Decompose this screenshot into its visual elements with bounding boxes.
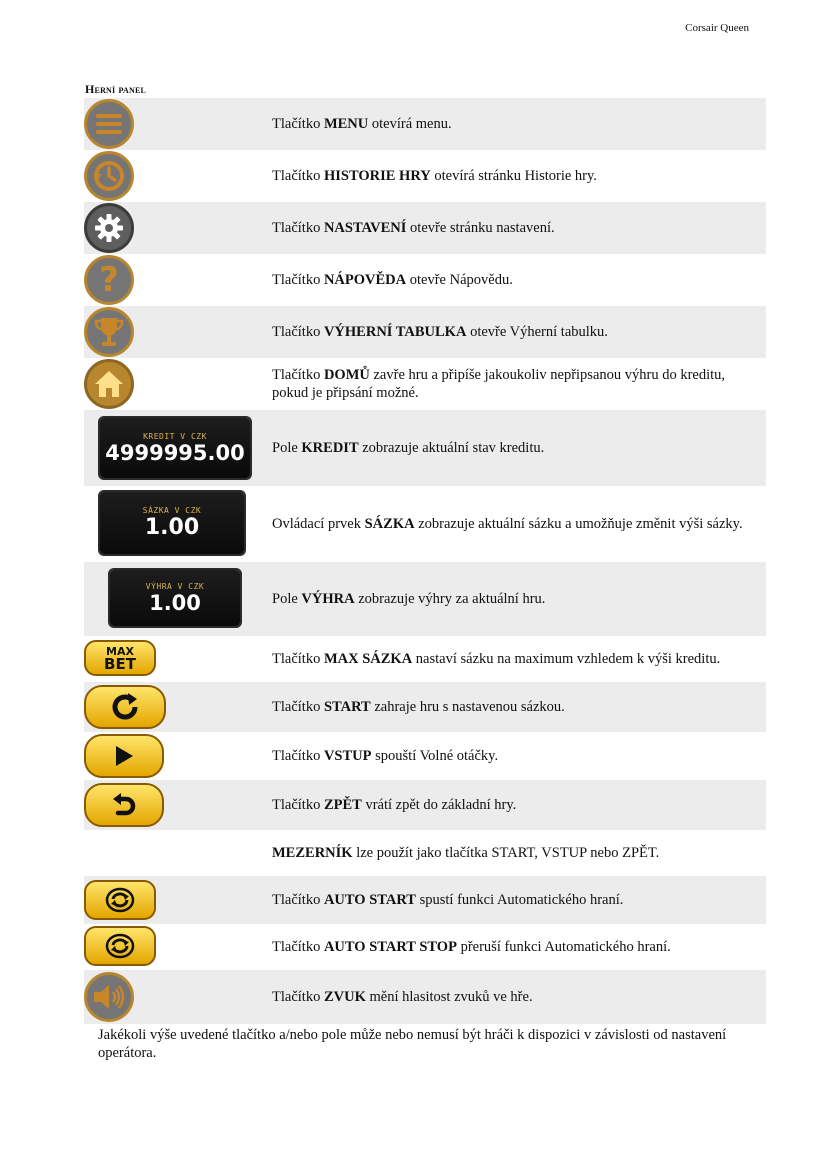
win-panel: [110, 570, 240, 626]
history-icon[interactable]: [84, 151, 134, 201]
table-row: [84, 410, 766, 486]
row-description: Tlačítko VÝHERNÍ TABULKA otevře Výherní tabulku.: [272, 324, 608, 340]
table-row: [84, 254, 766, 306]
row-description: Tlačítko ZVUK mění hlasitost zvuků ve hře.: [272, 989, 533, 1005]
row-description: Tlačítko MENU otevírá menu.: [272, 116, 452, 132]
row-description: Pole KREDIT zobrazuje aktuální stav kreditu.: [272, 440, 545, 456]
spin-icon[interactable]: [84, 685, 166, 729]
row-description: Tlačítko ZPĚT vrátí zpět do základní hry.: [272, 797, 517, 813]
row-description: Tlačítko VSTUP spouští Volné otáčky.: [272, 748, 499, 764]
credit-value: 4999995.00: [105, 440, 245, 465]
section-title: Herní panel: [85, 82, 147, 96]
table-row: [84, 202, 766, 254]
max-bet-line2: BET: [104, 655, 136, 673]
table-row: [84, 150, 766, 202]
table-row: [84, 830, 766, 876]
table-row: [84, 358, 766, 410]
table-row: [84, 636, 766, 682]
home-icon[interactable]: [84, 359, 134, 409]
table-row: [84, 780, 766, 830]
max-bet-icon[interactable]: [84, 640, 156, 676]
credit-panel: [100, 418, 250, 478]
game-panel-table: [84, 98, 766, 1024]
win-value: 1.00: [149, 590, 201, 615]
row-description: Pole VÝHRA zobrazuje výhry za aktuální hru.: [272, 591, 546, 607]
table-row: [84, 306, 766, 358]
max-bet-line1: MAX: [106, 645, 134, 658]
row-description: Tlačítko HISTORIE HRY otevírá stránku Historie hry.: [272, 168, 597, 184]
trophy-icon[interactable]: [84, 307, 134, 357]
table-row: [84, 98, 766, 150]
row-description: MEZERNÍK lze použít jako tlačítka START, VSTUP nebo ZPĚT.: [272, 845, 660, 861]
table-row: [84, 682, 766, 732]
row-description: Tlačítko NASTAVENÍ otevře stránku nastavení.: [272, 220, 555, 236]
row-description: Tlačítko AUTO START spustí funkci Automatického hraní.: [272, 892, 624, 908]
menu-icon[interactable]: [84, 99, 134, 149]
back-icon[interactable]: [84, 783, 164, 827]
help-icon[interactable]: ?: [84, 255, 134, 305]
row-description: Tlačítko START zahraje hru s nastavenou sázkou.: [272, 699, 565, 715]
table-row: [84, 486, 766, 562]
row-description: Tlačítko NÁPOVĚDA otevře Nápovědu.: [272, 272, 513, 288]
row-description: Tlačítko DOMŮ zavře hru a připíše jakoukoliv nepřipsanou výhru do kreditu, pokud je připsání možné.: [272, 367, 726, 401]
play-icon[interactable]: [84, 734, 164, 778]
table-row: [84, 876, 766, 924]
table-row: [84, 970, 766, 1024]
credit-label: KREDIT V CZK: [143, 431, 207, 441]
gear-icon[interactable]: [84, 203, 134, 253]
document-header-title: Corsair Queen: [685, 22, 749, 34]
autoplay-icon[interactable]: [84, 880, 156, 920]
table-row: [84, 924, 766, 970]
availability-note: Jakékoli výše uvedené tlačítko a/nebo pole může nebo nemusí být hráči k dispozici v závislosti od nastavení operátora.: [98, 1027, 727, 1061]
row-description: Tlačítko MAX SÁZKA nastaví sázku na maximum vzhledem k výši kreditu.: [272, 651, 721, 667]
sound-icon[interactable]: [84, 972, 134, 1022]
row-description: Tlačítko AUTO START STOP přeruší funkci Automatického hraní.: [272, 939, 671, 955]
table-row: [84, 562, 766, 636]
autoplay-stop-icon[interactable]: [84, 926, 156, 966]
win-label: VÝHRA V CZK: [145, 581, 205, 591]
bet-panel[interactable]: [100, 492, 244, 554]
bet-value: 1.00: [144, 515, 200, 540]
row-description: Ovládací prvek SÁZKA zobrazuje aktuální sázku a umožňuje změnit výši sázky.: [272, 516, 743, 532]
table-row: [84, 732, 766, 780]
bet-label: SÁZKA V CZK: [142, 506, 202, 515]
